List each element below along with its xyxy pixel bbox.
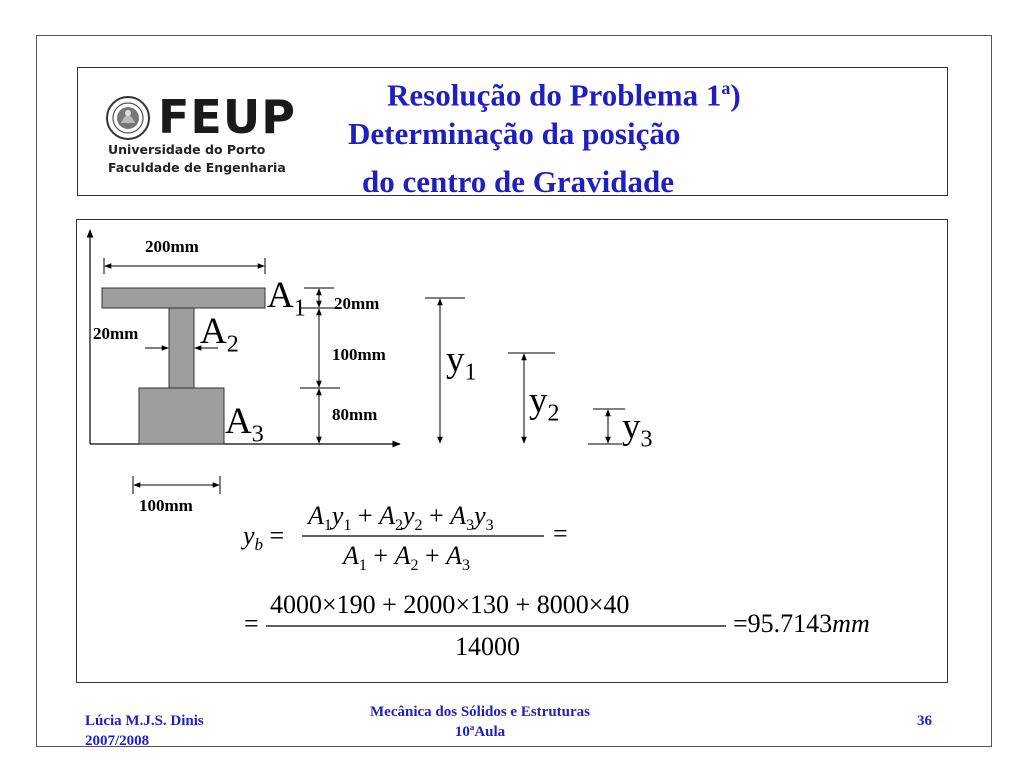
footer-page-number: 36 <box>917 713 932 729</box>
logo-wordmark: FEUP <box>158 90 296 144</box>
title-line-2: Determinação da posição <box>348 116 681 151</box>
formula-numeric-denominator: 14000 <box>455 632 520 661</box>
logo-faculty: Faculdade de Engenharia <box>108 160 286 175</box>
area-a2: $A_2$ <box>200 311 239 358</box>
formula-equals-2: = <box>244 609 259 638</box>
title-line-1: Resolução do Problema 1$^a$) <box>387 77 741 113</box>
area-a1: $A_1$ <box>267 275 306 322</box>
footer-course: Mecânica dos Sólidos e Estruturas 10ªAula <box>370 704 591 740</box>
logo-university: Universidade do Porto <box>108 142 266 157</box>
formula-result: =95.7143mm <box>733 609 870 638</box>
formula-denominator: $A_1 + A_2 + A_3$ <box>343 541 471 575</box>
label-200mm: 200mm <box>145 237 199 256</box>
flange-a1 <box>102 288 265 308</box>
label-100mm-base: 100mm <box>139 496 193 515</box>
label-100mm-web: 100mm <box>332 345 386 364</box>
label-20mm-flange: 20mm <box>334 294 380 313</box>
label-20mm-web: 20mm <box>93 324 139 343</box>
formula-equals-1: = <box>553 519 568 548</box>
label-y3: $y_3$ <box>622 406 653 453</box>
area-a3: $A_3$ <box>225 401 264 448</box>
base-a3 <box>139 388 224 444</box>
web-a2 <box>169 308 194 388</box>
formula-numeric-numerator: 4000×190 + 2000×130 + 8000×40 <box>270 590 630 619</box>
label-y1: $y_1$ <box>446 339 477 386</box>
footer-author: Lúcia M.J.S. Dinis 2007/2008 <box>85 713 204 749</box>
label-80mm: 80mm <box>332 405 378 424</box>
title-line-3: do centro de Gravidade <box>362 164 674 199</box>
formula-numerator: $A_1y_1 + A_2y_2 + A_3y_3$ <box>308 501 494 535</box>
label-y2: $y_2$ <box>529 380 560 427</box>
formula-lhs: $y_b$ = <box>243 521 285 555</box>
